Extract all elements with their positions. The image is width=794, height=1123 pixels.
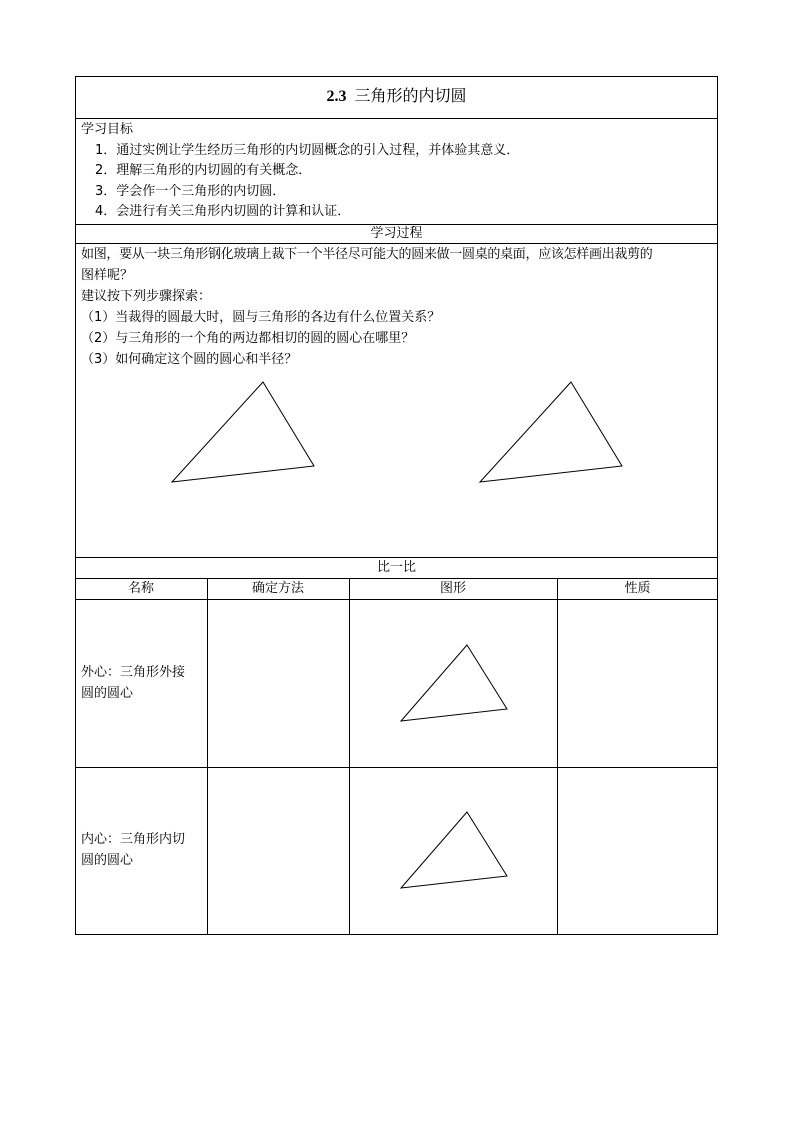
process-heading: 学习过程 [370, 226, 423, 241]
column-header-name: 名称 [127, 581, 154, 596]
objective-item: 2．理解三角形的内切圆的有关概念． [95, 163, 312, 178]
comparison-heading: 比一比 [376, 560, 416, 575]
steps-label: 建议按下列步骤探索： [81, 289, 212, 304]
row-name-circumcenter: 外心：三角形外接 [81, 665, 186, 680]
title-text: 三角形的内切圆 [354, 88, 467, 105]
row-name-circumcenter: 圆的圆心 [81, 686, 134, 701]
column-header-method: 确定方法 [251, 581, 304, 596]
objective-item: 1．通过实例让学生经历三角形的内切圆概念的引入过程，并体验其意义． [95, 143, 520, 158]
row-name-incenter: 内心：三角形内切 [81, 832, 186, 847]
process-step: （3）如何确定这个圆的圆心和半径？ [81, 352, 298, 367]
process-intro: 图样呢？ [81, 268, 134, 283]
process-intro: 如图，要从一块三角形钢化玻璃上裁下一个半径尽可能大的圆来做一圆桌的桌面，应该怎样画出裁剪的 [81, 247, 653, 262]
column-header-property: 性质 [624, 581, 651, 596]
objective-item: 3．学会作一个三角形的内切圆． [95, 184, 286, 199]
column-header-figure: 图形 [439, 581, 466, 596]
title-number: 2.3 [326, 88, 347, 105]
objective-item: 4．会进行有关三角形内切圆的计算和认证． [95, 204, 351, 219]
row-name-incenter: 圆的圆心 [81, 853, 134, 868]
objectives-heading: 学习目标 [81, 122, 134, 137]
process-step: （2）与三角形的一个角的两边都相切的圆的圆心在哪里？ [81, 331, 415, 346]
process-step: （1）当裁得的圆最大时，圆与三角形的各边有什么位置关系？ [81, 310, 441, 325]
